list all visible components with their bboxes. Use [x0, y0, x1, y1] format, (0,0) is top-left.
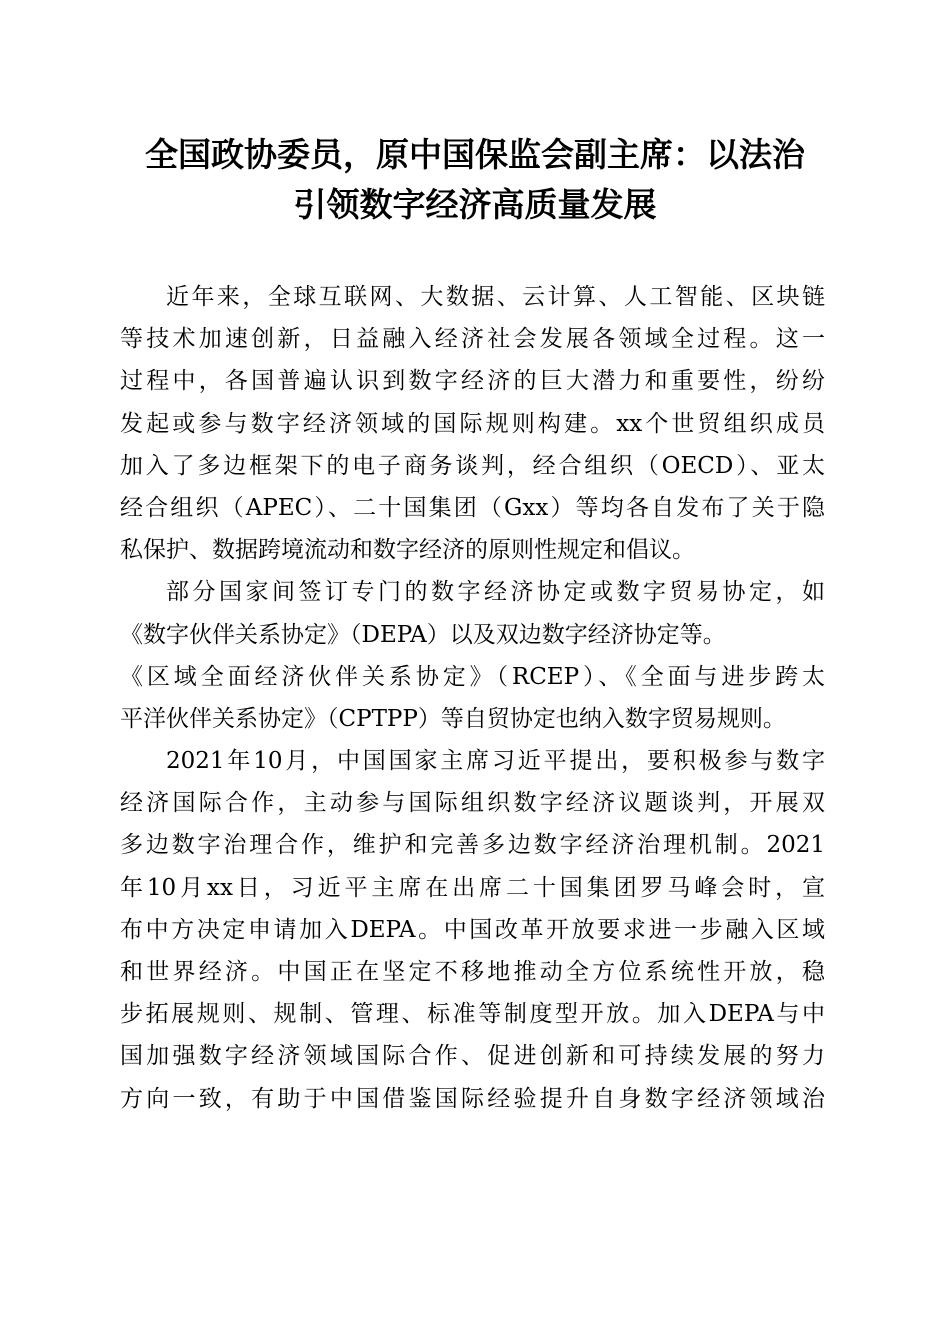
text-line: 近年来，全球互联网、大数据、云计算、人工智能、区块链	[166, 284, 825, 310]
text-line: 国加强数字经济领域国际合作、促进创新和可持续发展的努力	[120, 1043, 825, 1070]
text-line: 等技术加速创新，日益融入经济社会发展各领域全过程。这一	[120, 326, 825, 353]
text-line: 经合组织（APEC）、二十国集团（Gxx）等均各自发布了关于隐	[120, 494, 825, 521]
text-line: 布中方决定申请加入DEPA。中国改革开放要求进一步融入区域	[120, 916, 825, 943]
text-line: 加入了多边框架下的电子商务谈判，经合组织（OECD）、亚太	[120, 452, 825, 479]
text-line: 《区域全面经济伙伴关系协定》（RCEP）、《全面与进步跨太	[120, 663, 825, 690]
text-line: 部分国家间签订专门的数字经济协定或数字贸易协定，如	[166, 579, 825, 606]
text-line: 年10月xx日，习近平主席在出席二十国集团罗马峰会时，宣	[120, 874, 825, 901]
text-line: 私保护、数据跨境流动和数字经济的原则性规定和倡议。	[120, 537, 695, 564]
text-line: 经济国际合作，主动参与国际组织数字经济议题谈判，开展双	[120, 790, 825, 817]
text-line: 多边数字治理合作，维护和完善多边数字经济治理机制。2021	[120, 832, 825, 859]
paragraph-1	[120, 276, 825, 571]
document-title	[100, 130, 850, 230]
title-line: 全国政协委员，原中国保监会副主席：以法治	[145, 135, 805, 174]
paragraph-3	[120, 740, 825, 1120]
text-line: 和世界经济。中国正在坚定不移地推动全方位系统性开放，稳	[120, 959, 825, 985]
document-body	[120, 276, 825, 1120]
text-line: 步拓展规则、规制、管理、标准等制度型开放。加入DEPA与中	[120, 1001, 825, 1028]
title-line: 引领数字经济高质量发展	[293, 185, 657, 224]
text-line: 发起或参与数字经济领域的国际规则构建。xx个世贸组织成员	[120, 410, 825, 437]
text-line: 过程中，各国普遍认识到数字经济的巨大潜力和重要性，纷纷	[120, 368, 825, 395]
paragraph-2	[120, 571, 825, 740]
text-line: 2021年10月，中国国家主席习近平提出，要积极参与数字	[166, 748, 825, 775]
text-line: 平洋伙伴关系协定》（CPTPP）等自贸协定也纳入数字贸易规则。	[120, 705, 786, 732]
text-line: 方向一致，有助于中国借鉴国际经验提升自身数字经济领域治	[120, 1085, 825, 1112]
text-line: 《数字伙伴关系协定》（DEPA）以及双边数字经济协定等。	[120, 621, 726, 648]
